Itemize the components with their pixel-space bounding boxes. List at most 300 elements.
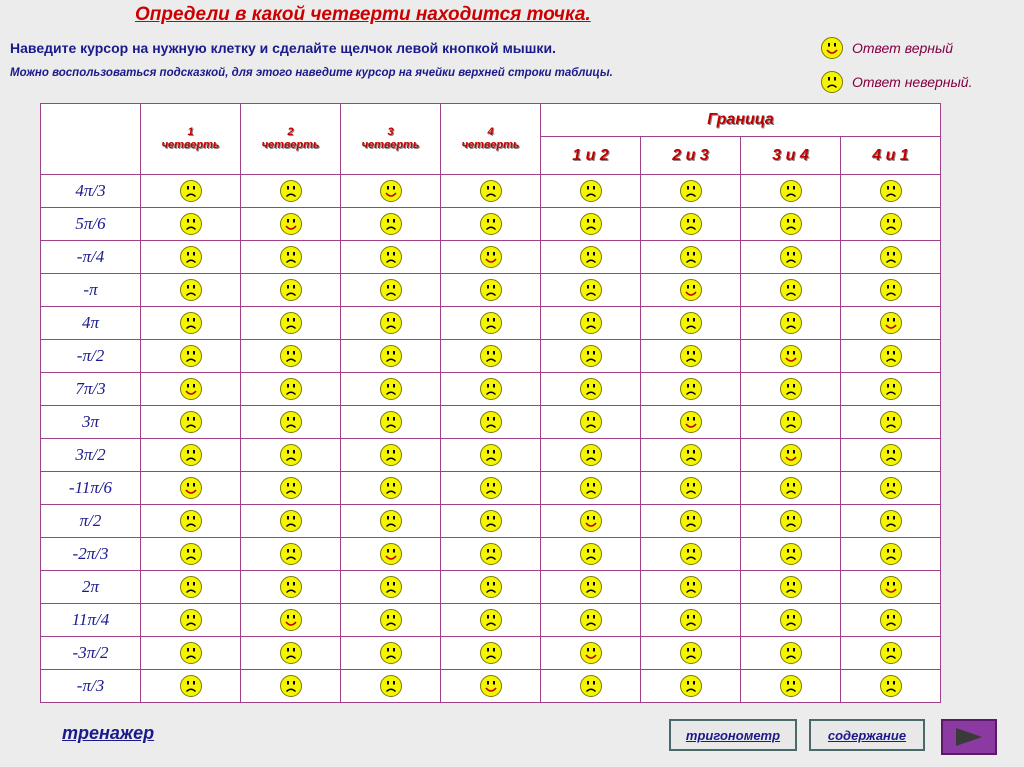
answer-cell[interactable]	[341, 307, 441, 340]
answer-cell[interactable]	[341, 604, 441, 637]
answer-cell[interactable]	[541, 571, 641, 604]
smiley-sad-icon	[179, 674, 203, 698]
smiley-sad-icon	[279, 245, 303, 269]
smiley-sad-icon	[379, 245, 403, 269]
answer-cell[interactable]	[841, 472, 941, 505]
answer-cell[interactable]	[741, 241, 841, 274]
smiley-sad-icon	[779, 179, 803, 203]
smiley-happy-icon	[479, 674, 503, 698]
answer-cell[interactable]	[841, 637, 941, 670]
answer-cell[interactable]	[241, 373, 341, 406]
smiley-sad-icon	[379, 410, 403, 434]
smiley-sad-icon	[479, 575, 503, 599]
table-row	[41, 538, 941, 571]
answer-cell[interactable]	[841, 175, 941, 208]
row-label: -2π/3	[41, 538, 141, 571]
smiley-sad-icon	[579, 179, 603, 203]
answer-cell[interactable]	[841, 571, 941, 604]
answer-cell[interactable]	[141, 274, 241, 307]
smiley-sad-icon	[779, 311, 803, 335]
answer-cell[interactable]	[641, 307, 741, 340]
hint-text: Можно воспользоваться подсказкой, для этого наведите курсор на ячейки верхней строки таблицы.	[10, 67, 613, 79]
table-row	[41, 472, 941, 505]
answer-cell[interactable]	[341, 571, 441, 604]
smiley-sad-icon	[379, 641, 403, 665]
instruction-text: Наведите курсор на нужную клетку и сделайте щелчок левой кнопкой мышки.	[10, 40, 556, 56]
smiley-sad-icon	[879, 377, 903, 401]
smiley-sad-icon	[179, 641, 203, 665]
answer-cell[interactable]	[141, 307, 241, 340]
answer-cell[interactable]	[141, 604, 241, 637]
table-row	[41, 307, 941, 340]
smiley-sad-icon	[579, 311, 603, 335]
smiley-sad-icon	[579, 443, 603, 467]
play-arrow-icon	[954, 726, 984, 748]
answer-cell[interactable]	[541, 406, 641, 439]
smiley-sad-icon	[379, 575, 403, 599]
answer-cell[interactable]	[141, 208, 241, 241]
answer-cell[interactable]	[241, 175, 341, 208]
answer-cell[interactable]	[141, 373, 241, 406]
smiley-sad-icon	[779, 245, 803, 269]
answer-cell[interactable]	[741, 373, 841, 406]
smiley-sad-icon	[679, 443, 703, 467]
smiley-sad-icon	[679, 509, 703, 533]
table-row	[41, 406, 941, 439]
answer-cell[interactable]	[741, 340, 841, 373]
row-label: -11π/6	[41, 472, 141, 505]
answer-cell[interactable]	[741, 406, 841, 439]
table-row	[41, 439, 941, 472]
answer-cell[interactable]	[341, 538, 441, 571]
answer-cell[interactable]	[641, 373, 741, 406]
smiley-happy-icon	[879, 311, 903, 335]
smiley-sad-icon	[179, 575, 203, 599]
answer-cell[interactable]	[241, 604, 341, 637]
answer-cell[interactable]	[641, 439, 741, 472]
smiley-happy-icon	[379, 179, 403, 203]
answer-cell[interactable]	[541, 637, 641, 670]
smiley-sad-icon	[379, 674, 403, 698]
smiley-sad-icon	[779, 377, 803, 401]
answer-cell[interactable]	[641, 175, 741, 208]
smiley-sad-icon	[579, 608, 603, 632]
answer-cell[interactable]	[641, 472, 741, 505]
answer-cell[interactable]	[641, 406, 741, 439]
answer-cell[interactable]	[441, 670, 541, 703]
smiley-sad-icon	[479, 476, 503, 500]
answer-cell[interactable]	[441, 241, 541, 274]
answer-cell[interactable]	[141, 241, 241, 274]
smiley-sad-icon	[579, 476, 603, 500]
table-row	[41, 670, 941, 703]
smiley-happy-icon	[579, 509, 603, 533]
smiley-sad-icon	[379, 608, 403, 632]
answer-cell[interactable]	[541, 307, 641, 340]
header-boundary-2-3[interactable]: 2 и 3	[641, 137, 741, 175]
answer-cell[interactable]	[841, 670, 941, 703]
answer-cell[interactable]	[541, 472, 641, 505]
header-quarter-4[interactable]: 4 четверть	[441, 104, 541, 175]
smiley-sad-icon	[279, 179, 303, 203]
answer-cell[interactable]	[541, 373, 641, 406]
smiley-happy-icon	[679, 278, 703, 302]
legend-wrong	[820, 70, 972, 94]
row-label: 3π/2	[41, 439, 141, 472]
answer-cell[interactable]	[741, 670, 841, 703]
quadrant-table	[40, 103, 941, 703]
answer-cell[interactable]	[741, 439, 841, 472]
smiley-sad-icon	[279, 278, 303, 302]
smiley-sad-icon	[779, 410, 803, 434]
trigonometer-button[interactable]: тригонометр	[669, 719, 797, 751]
smiley-sad-icon	[679, 542, 703, 566]
answer-cell[interactable]	[141, 472, 241, 505]
smiley-sad-icon	[779, 476, 803, 500]
smiley-sad-icon	[779, 542, 803, 566]
table-row	[41, 604, 941, 637]
answer-cell[interactable]	[441, 340, 541, 373]
answer-cell[interactable]	[141, 340, 241, 373]
answer-cell[interactable]	[341, 241, 441, 274]
answer-cell[interactable]	[341, 274, 441, 307]
answer-cell[interactable]	[141, 637, 241, 670]
answer-cell[interactable]	[641, 208, 741, 241]
smiley-happy-icon	[779, 443, 803, 467]
smiley-sad-icon	[879, 608, 903, 632]
answer-cell[interactable]	[241, 208, 341, 241]
smiley-sad-icon	[779, 608, 803, 632]
row-label: 5π/6	[41, 208, 141, 241]
smiley-sad-icon	[579, 575, 603, 599]
smiley-sad-icon	[179, 443, 203, 467]
answer-cell[interactable]	[841, 340, 941, 373]
smiley-sad-icon	[779, 575, 803, 599]
answer-cell[interactable]	[141, 406, 241, 439]
row-label: -π/3	[41, 670, 141, 703]
table-row	[41, 208, 941, 241]
smiley-sad-icon	[479, 509, 503, 533]
smiley-sad-icon	[279, 674, 303, 698]
answer-cell[interactable]	[841, 604, 941, 637]
row-label: 4π/3	[41, 175, 141, 208]
smiley-sad-icon	[479, 410, 503, 434]
answer-cell[interactable]	[841, 274, 941, 307]
smiley-sad-icon	[820, 70, 844, 94]
answer-cell[interactable]	[341, 406, 441, 439]
answer-cell[interactable]	[541, 241, 641, 274]
smiley-sad-icon	[179, 344, 203, 368]
answer-cell[interactable]	[641, 505, 741, 538]
answer-cell[interactable]	[641, 274, 741, 307]
answer-cell[interactable]	[141, 670, 241, 703]
answer-cell[interactable]	[741, 175, 841, 208]
smiley-sad-icon	[579, 410, 603, 434]
answer-cell[interactable]	[541, 670, 641, 703]
answer-cell[interactable]	[641, 340, 741, 373]
answer-cell[interactable]	[241, 637, 341, 670]
answer-cell[interactable]	[841, 505, 941, 538]
smiley-sad-icon	[479, 641, 503, 665]
smiley-sad-icon	[879, 278, 903, 302]
header-boundary-1-2[interactable]: 1 и 2	[541, 137, 641, 175]
smiley-sad-icon	[179, 509, 203, 533]
smiley-sad-icon	[779, 212, 803, 236]
smiley-sad-icon	[679, 641, 703, 665]
smiley-sad-icon	[879, 641, 903, 665]
smiley-sad-icon	[879, 179, 903, 203]
table-row	[41, 373, 941, 406]
smiley-sad-icon	[579, 212, 603, 236]
answer-cell[interactable]	[741, 571, 841, 604]
smiley-sad-icon	[179, 542, 203, 566]
answer-cell[interactable]	[441, 472, 541, 505]
smiley-sad-icon	[879, 509, 903, 533]
smiley-sad-icon	[379, 278, 403, 302]
row-label: 11π/4	[41, 604, 141, 637]
smiley-sad-icon	[179, 311, 203, 335]
smiley-sad-icon	[879, 344, 903, 368]
table-row	[41, 637, 941, 670]
row-label: 2π	[41, 571, 141, 604]
answer-cell[interactable]	[441, 208, 541, 241]
smiley-sad-icon	[479, 377, 503, 401]
smiley-sad-icon	[679, 377, 703, 401]
smiley-sad-icon	[179, 278, 203, 302]
smiley-sad-icon	[779, 674, 803, 698]
answer-cell[interactable]	[141, 439, 241, 472]
answer-cell[interactable]	[241, 406, 341, 439]
answer-cell[interactable]	[141, 571, 241, 604]
smiley-happy-icon	[179, 476, 203, 500]
smiley-sad-icon	[279, 344, 303, 368]
answer-cell[interactable]	[741, 538, 841, 571]
answer-cell[interactable]	[641, 604, 741, 637]
answer-cell[interactable]	[741, 604, 841, 637]
answer-cell[interactable]	[441, 604, 541, 637]
answer-cell[interactable]	[141, 538, 241, 571]
answer-cell[interactable]	[241, 472, 341, 505]
answer-cell[interactable]	[541, 175, 641, 208]
smiley-sad-icon	[279, 575, 303, 599]
contents-button[interactable]: содержание	[809, 719, 925, 751]
answer-cell[interactable]	[541, 208, 641, 241]
answer-cell[interactable]	[841, 208, 941, 241]
answer-cell[interactable]	[741, 505, 841, 538]
answer-cell[interactable]	[641, 571, 741, 604]
answer-cell[interactable]	[441, 505, 541, 538]
answer-cell[interactable]	[241, 439, 341, 472]
smiley-sad-icon	[479, 344, 503, 368]
smiley-sad-icon	[579, 674, 603, 698]
smiley-sad-icon	[579, 377, 603, 401]
smiley-sad-icon	[679, 476, 703, 500]
smiley-sad-icon	[479, 542, 503, 566]
smiley-sad-icon	[779, 509, 803, 533]
answer-cell[interactable]	[841, 241, 941, 274]
header-quarter-1[interactable]: 1 четверть	[141, 104, 241, 175]
smiley-happy-icon	[820, 36, 844, 60]
answer-cell[interactable]	[441, 307, 541, 340]
legend-correct	[820, 36, 953, 60]
answer-cell[interactable]	[641, 241, 741, 274]
smiley-sad-icon	[279, 509, 303, 533]
row-label: 3π	[41, 406, 141, 439]
row-label: -3π/2	[41, 637, 141, 670]
answer-cell[interactable]	[541, 505, 641, 538]
smiley-sad-icon	[479, 608, 503, 632]
smiley-sad-icon	[279, 443, 303, 467]
answer-cell[interactable]	[541, 340, 641, 373]
smiley-sad-icon	[579, 344, 603, 368]
answer-cell[interactable]	[341, 439, 441, 472]
row-label: -π/2	[41, 340, 141, 373]
row-label: 4π	[41, 307, 141, 340]
legend-wrong-label: Ответ неверный.	[852, 74, 973, 90]
smiley-sad-icon	[179, 608, 203, 632]
smiley-sad-icon	[879, 542, 903, 566]
smiley-sad-icon	[579, 542, 603, 566]
answer-cell[interactable]	[741, 307, 841, 340]
smiley-sad-icon	[179, 245, 203, 269]
answer-cell[interactable]	[841, 373, 941, 406]
answer-cell[interactable]	[441, 538, 541, 571]
header-boundary: Граница	[541, 104, 941, 137]
smiley-sad-icon	[379, 311, 403, 335]
smiley-sad-icon	[279, 542, 303, 566]
smiley-happy-icon	[679, 410, 703, 434]
answer-cell[interactable]	[241, 571, 341, 604]
answer-cell[interactable]	[441, 406, 541, 439]
answer-cell[interactable]	[141, 505, 241, 538]
answer-cell[interactable]	[441, 373, 541, 406]
answer-cell[interactable]	[241, 274, 341, 307]
next-button[interactable]	[941, 719, 997, 755]
answer-cell[interactable]	[341, 505, 441, 538]
trainer-link[interactable]: тренажер	[62, 723, 155, 743]
smiley-sad-icon	[479, 212, 503, 236]
table-row	[41, 505, 941, 538]
smiley-sad-icon	[279, 377, 303, 401]
answer-cell[interactable]	[341, 175, 441, 208]
answer-cell[interactable]	[741, 637, 841, 670]
smiley-sad-icon	[479, 311, 503, 335]
smiley-sad-icon	[579, 278, 603, 302]
smiley-sad-icon	[179, 212, 203, 236]
answer-cell[interactable]	[241, 340, 341, 373]
answer-cell[interactable]	[341, 670, 441, 703]
answer-cell[interactable]	[641, 538, 741, 571]
smiley-sad-icon	[279, 641, 303, 665]
row-label: 7π/3	[41, 373, 141, 406]
smiley-sad-icon	[179, 410, 203, 434]
smiley-sad-icon	[679, 674, 703, 698]
smiley-sad-icon	[679, 575, 703, 599]
answer-cell[interactable]	[441, 571, 541, 604]
answer-cell[interactable]	[341, 340, 441, 373]
page-title: Определи в какой четверти находится точка.	[135, 4, 591, 25]
smiley-sad-icon	[179, 179, 203, 203]
answer-cell[interactable]	[441, 637, 541, 670]
header-quarter-3[interactable]: 3 четверть	[341, 104, 441, 175]
header-boundary-4-1[interactable]: 4 и 1	[841, 137, 941, 175]
smiley-sad-icon	[779, 278, 803, 302]
answer-cell[interactable]	[241, 241, 341, 274]
header-boundary-3-4[interactable]: 3 и 4	[741, 137, 841, 175]
answer-cell[interactable]	[241, 670, 341, 703]
answer-cell[interactable]	[641, 637, 741, 670]
smiley-sad-icon	[679, 245, 703, 269]
answer-cell[interactable]	[741, 208, 841, 241]
row-label: -π/4	[41, 241, 141, 274]
smiley-sad-icon	[679, 344, 703, 368]
answer-cell[interactable]	[241, 505, 341, 538]
answer-cell[interactable]	[341, 472, 441, 505]
answer-cell[interactable]	[841, 307, 941, 340]
answer-cell[interactable]	[541, 439, 641, 472]
smiley-sad-icon	[479, 278, 503, 302]
smiley-happy-icon	[879, 575, 903, 599]
answer-cell[interactable]	[741, 274, 841, 307]
smiley-sad-icon	[279, 410, 303, 434]
smiley-sad-icon	[879, 245, 903, 269]
answer-cell[interactable]	[541, 274, 641, 307]
answer-cell[interactable]	[441, 439, 541, 472]
smiley-sad-icon	[379, 443, 403, 467]
smiley-sad-icon	[279, 476, 303, 500]
smiley-happy-icon	[779, 344, 803, 368]
answer-cell[interactable]	[641, 670, 741, 703]
smiley-sad-icon	[379, 212, 403, 236]
smiley-sad-icon	[679, 311, 703, 335]
answer-cell[interactable]	[741, 472, 841, 505]
answer-cell[interactable]	[441, 175, 541, 208]
table-row	[41, 571, 941, 604]
answer-cell[interactable]	[341, 637, 441, 670]
header-quarter-2[interactable]: 2 четверть	[241, 104, 341, 175]
table-row	[41, 175, 941, 208]
smiley-happy-icon	[379, 542, 403, 566]
smiley-sad-icon	[679, 212, 703, 236]
answer-cell[interactable]	[541, 538, 641, 571]
answer-cell[interactable]	[841, 406, 941, 439]
answer-cell[interactable]	[841, 538, 941, 571]
smiley-sad-icon	[479, 443, 503, 467]
answer-cell[interactable]	[241, 538, 341, 571]
smiley-sad-icon	[379, 344, 403, 368]
smiley-sad-icon	[779, 641, 803, 665]
smiley-sad-icon	[279, 311, 303, 335]
legend-correct-label: Ответ верный	[852, 40, 954, 56]
smiley-sad-icon	[379, 509, 403, 533]
answer-cell[interactable]	[141, 175, 241, 208]
smiley-sad-icon	[879, 212, 903, 236]
row-label: π/2	[41, 505, 141, 538]
answer-cell[interactable]	[441, 274, 541, 307]
smiley-sad-icon	[879, 410, 903, 434]
answer-cell[interactable]	[841, 439, 941, 472]
smiley-sad-icon	[879, 443, 903, 467]
smiley-sad-icon	[479, 179, 503, 203]
answer-cell[interactable]	[341, 373, 441, 406]
answer-cell[interactable]	[541, 604, 641, 637]
corner-cell	[41, 104, 141, 175]
smiley-happy-icon	[179, 377, 203, 401]
answer-cell[interactable]	[341, 208, 441, 241]
smiley-happy-icon	[279, 212, 303, 236]
table-row	[41, 340, 941, 373]
answer-cell[interactable]	[241, 307, 341, 340]
